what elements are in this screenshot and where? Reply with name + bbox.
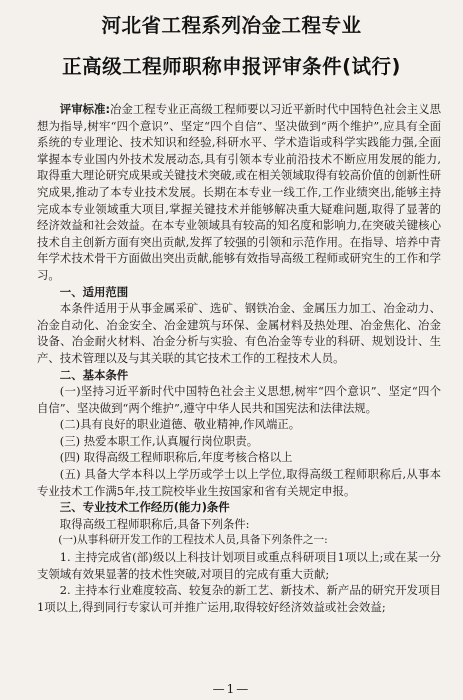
section-3-heading: 三、专业技术工作经历(能力)条件 [59,500,230,515]
section-3-item-1: 1. 主持完成省(部)级以上科技计划项目或重点科研项目1项以上;或在某一分支领域有效果显著的技术性突破,对项目的完成有重大贡献; [37,550,441,581]
section-1-heading: 一、适用范围 [59,284,129,299]
section-2-item-3: (三) 热爱本职工作,认真履行岗位职责。 [59,433,259,448]
standard-text: 冶金工程专业正高级工程师要以习近平新时代中国特色社会主义思想为指导,树牢“四个意识”、坚定“四个自信”、坚决做到“两个维护”,应具有全面系统的专业理论、技术知识和经验,科研水平、学术造诣或科学实践能力强,全面掌握本专业国内外技术发展动态,具有引领本专业前沿技术不断应用发展的能力,取得重大理论研究成果或关键技术突破,或在相关领域取得有较高价值的创新性研究成果,推动了本专业技术发展。长期在本专业一线工作,工作业绩突出,能够主持完成本专业领域重大项目,掌握关键技术并能够解决重大疑难问题,取得了显著的经济效益和社会效益。在本专业领域具有较高的知名度和影响力,在突破关键核心技术自主创新方面有突出贡献,发挥了较强的引领和示范作用。在指导、培养中青年学术技术骨干方面做出突出贡献,能够有效指导高级工程师或研究生的工作和学习。 [37,102,441,282]
section-3-intro: 取得高级工程师职称后,具备下列条件: [59,516,250,531]
title-line-2: 正高级工程师职称申报评审条件(试行) [62,55,401,78]
section-2-item-4: (四) 取得高级工程师职称后,年度考核合格以上 [59,450,293,465]
document-body [37,101,441,615]
title-line-1: 河北省工程系列冶金工程专业 [101,14,362,37]
section-3-subheading: (一)从事科研开发工作的工程技术人员,具备下列条件之一: [58,534,328,547]
section-3-item-2: 2. 主持本行业难度较高、较复杂的新工艺、新技术、新产品的研究开发项目1项以上,得到同行专家认可并推广运用,取得较好经济效益或社会效益; [37,583,441,614]
section-2-item-5: (五) 具备大学本科以上学历或学士以上学位,取得高级工程师职称后,从事本专业技术工作满5年,技工院校毕业生按国家和省有关规定申报。 [37,467,441,498]
page-number: —1— [212,682,251,696]
section-2-item-1: (一)坚持习近平新时代中国特色社会主义思想,树牢“四个意识”、坚定“四个自信”、坚决做到“两个维护”,遵守中华人民共和国宪法和法律法规。 [37,384,441,415]
section-2-heading: 二、基本条件 [59,367,129,382]
section-2-item-2: (二)具有良好的职业道德、敬业精神,作风端正。 [59,417,301,432]
standard-paragraph [37,101,441,284]
standard-label: 评审标准: [59,102,111,116]
section-1-text: 本条件适用于从事金属采矿、选矿、钢铁冶金、金属压力加工、冶金动力、冶金自动化、冶金安全、冶金建筑与环保、金属材料及热处理、冶金焦化、冶金设备、冶金耐火材料、冶金分析与实验、有色冶金等专业的科研、规划设计、生产、技术管理以及与其关联的其它技术工作的工程技术人员。 [37,301,441,365]
